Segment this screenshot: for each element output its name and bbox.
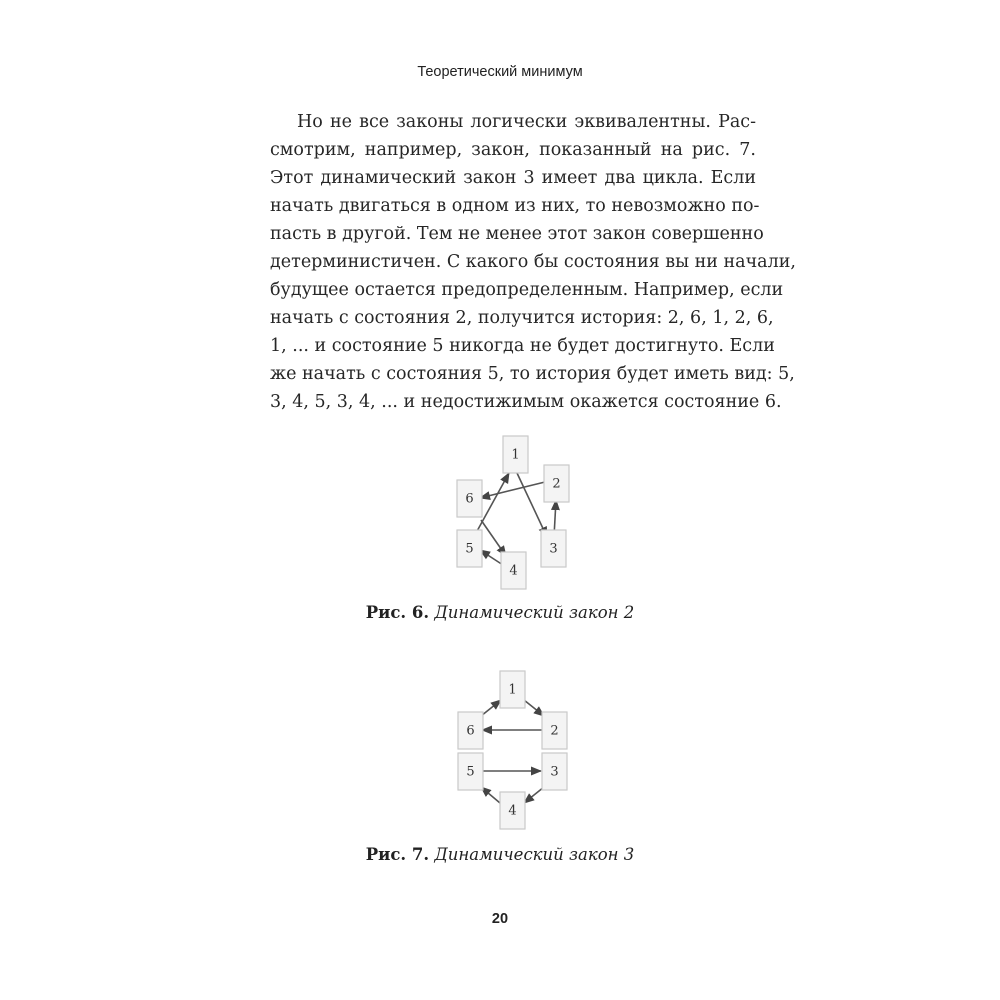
paragraph-line: пасть в другой. Тем не менее этот закон совершенно	[270, 224, 764, 244]
node-label: 6	[466, 723, 475, 739]
node-label: 3	[550, 764, 559, 780]
state-node-2	[542, 712, 567, 749]
paragraph-line: Но не все законы логически эквивалентны. Рас-	[297, 112, 756, 132]
node-label: 3	[549, 541, 558, 557]
node-label: 4	[508, 803, 517, 819]
node-label: 5	[466, 764, 475, 780]
paragraph-line: смотрим, например, закон, показанный на рис. 7.	[270, 140, 756, 160]
paragraph-line: будущее остается предопределенным. Например, если	[270, 280, 784, 300]
state-node-6	[458, 712, 483, 749]
figure-7-diagram	[0, 665, 1000, 845]
paragraph-line: 3, 4, 5, 3, 4, ... и недостижимым окажется состояние 6.	[270, 392, 782, 412]
state-node-4	[500, 792, 525, 829]
edge-4-to-5	[480, 550, 503, 565]
paragraph-line: начать двигаться в одном из них, то невозможно по-	[270, 196, 760, 216]
edge-4-to-5	[481, 787, 500, 803]
state-node-2	[544, 465, 569, 502]
figure-6-diagram	[0, 430, 1000, 610]
state-node-3	[541, 530, 566, 567]
figure-7-caption-label: Рис. 7.	[365, 845, 430, 864]
node-label: 2	[552, 476, 561, 492]
figure-6-caption-label: Рис. 6.	[365, 603, 430, 622]
state-node-3	[542, 753, 567, 790]
paragraph-line: же начать с состояния 5, то история будет иметь вид: 5,	[270, 364, 795, 384]
node-label: 6	[465, 491, 474, 507]
paragraph-line: детерминистичен. С какого бы состояния вы ни начали,	[270, 252, 796, 272]
edge-3-to-4	[524, 787, 544, 803]
state-node-5	[458, 753, 483, 790]
figure-6-svg	[0, 430, 1000, 610]
figure-7-svg	[0, 665, 1000, 845]
node-label: 2	[550, 723, 559, 739]
state-node-6	[457, 480, 482, 517]
figure-7-caption-title: Динамический закон 3	[434, 845, 635, 864]
edge-2-to-6	[480, 482, 545, 498]
paragraph-line: 1, ... и состояние 5 никогда не будет достигнуто. Если	[270, 336, 775, 356]
node-label: 5	[465, 541, 474, 557]
paragraph-line: начать с состояния 2, получится история: 2, 6, 1, 2, 6,	[270, 308, 774, 328]
edge-6-to-4	[481, 520, 506, 556]
node-label: 4	[509, 563, 518, 579]
running-head: Теоретический минимум	[417, 64, 583, 80]
paragraph-line: Этот динамический закон 3 имеет два цикла. Если	[270, 168, 756, 188]
figure-6-caption	[0, 603, 1000, 622]
body-paragraph	[270, 108, 796, 416]
figure-6-caption-title: Динамический закон 2	[434, 603, 635, 622]
state-node-4	[501, 552, 526, 589]
edge-6-to-1	[481, 700, 501, 716]
page-number: 20	[491, 911, 509, 927]
figure-7-caption	[0, 845, 1000, 864]
state-node-5	[457, 530, 482, 567]
state-node-1	[500, 671, 525, 708]
node-label: 1	[508, 682, 517, 698]
node-label: 1	[511, 447, 520, 463]
edge-1-to-2	[524, 700, 544, 716]
state-node-1	[503, 436, 528, 473]
